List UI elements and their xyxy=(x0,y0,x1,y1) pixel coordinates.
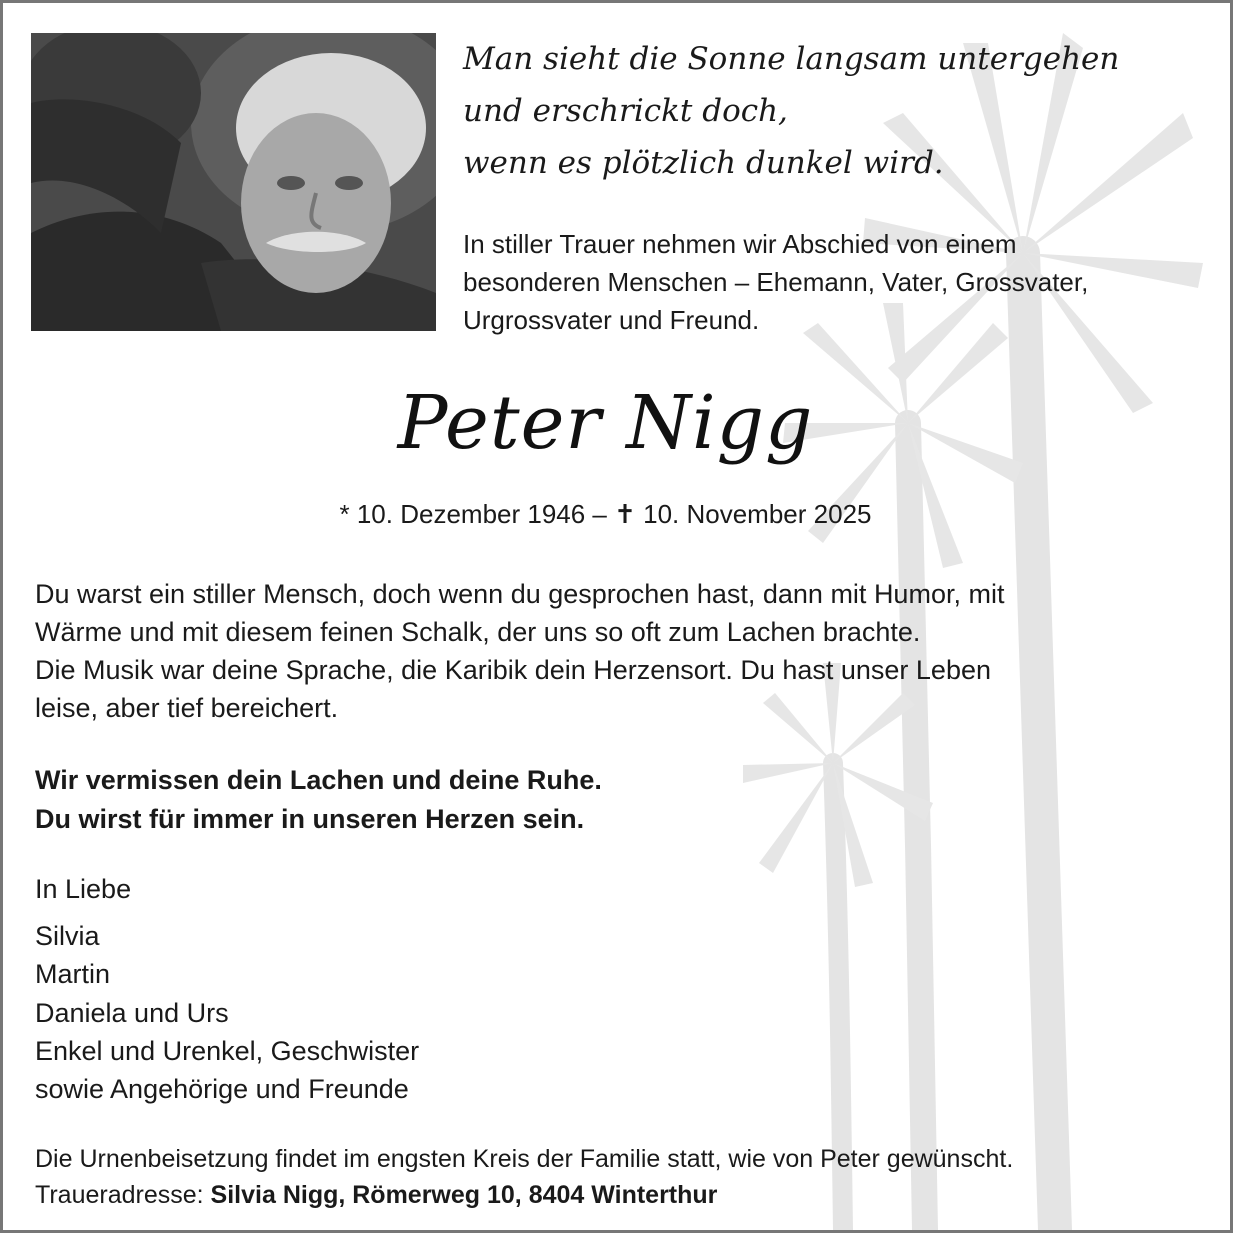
poem-line: und erschrickt doch, xyxy=(463,93,788,129)
poem-line: Man sieht die Sonne langsam untergehen xyxy=(463,41,1120,77)
closing-phrase: In Liebe xyxy=(35,874,132,904)
burial-note: Die Urnenbeisetzung findet im engsten Kreis der Familie statt, wie von Peter gewünscht. xyxy=(35,1145,1014,1173)
mourner-item: sowie Angehörige und Freunde xyxy=(35,1074,409,1105)
mourners-list xyxy=(35,917,419,1108)
address-value: Silvia Nigg, Römerweg 10, 8404 Winterthur xyxy=(210,1181,718,1209)
intro-text xyxy=(463,225,1208,339)
mourner-item: Daniela und Urs xyxy=(35,997,229,1028)
poem-quote xyxy=(463,33,1203,189)
address-line xyxy=(35,1177,1215,1213)
mourner-item: Enkel und Urenkel, Geschwister xyxy=(35,1035,420,1066)
intro-line: Urgrossvater und Freund. xyxy=(463,305,760,335)
body-line: Du warst ein stiller Mensch, doch wenn du gesprochen hast, dann mit Humor, mit xyxy=(35,579,1005,609)
address-label: Traueradresse: xyxy=(35,1181,211,1209)
mourner-item: Martin xyxy=(35,959,111,990)
footer-info xyxy=(35,1141,1215,1213)
body-line: Wärme und mit diesem feinen Schalk, der uns so oft zum Lachen brachte. xyxy=(35,617,921,647)
intro-line: besonderen Menschen – Ehemann, Vater, Grossvater, xyxy=(463,267,1089,297)
poem-line: wenn es plötzlich dunkel wird. xyxy=(463,145,944,181)
farewell-line: Du wirst für immer in unseren Herzen sein. xyxy=(35,804,585,834)
body-text xyxy=(35,575,1205,727)
body-line: leise, aber tief bereichert. xyxy=(35,693,339,723)
portrait-photo xyxy=(31,33,436,331)
farewell-statement xyxy=(35,761,935,839)
life-dates: * 10. Dezember 1946 – ✝ 10. November 2025 xyxy=(339,499,872,529)
deceased-name: Peter Nigg xyxy=(397,380,814,466)
body-line: Die Musik war deine Sprache, die Karibik dein Herzensort. Du hast unser Leben xyxy=(35,655,991,685)
farewell-line: Wir vermissen dein Lachen und deine Ruhe. xyxy=(35,765,602,795)
intro-line: In stiller Trauer nehmen wir Abschied von einem xyxy=(463,229,1017,259)
mourner-item: Silvia xyxy=(35,921,100,951)
